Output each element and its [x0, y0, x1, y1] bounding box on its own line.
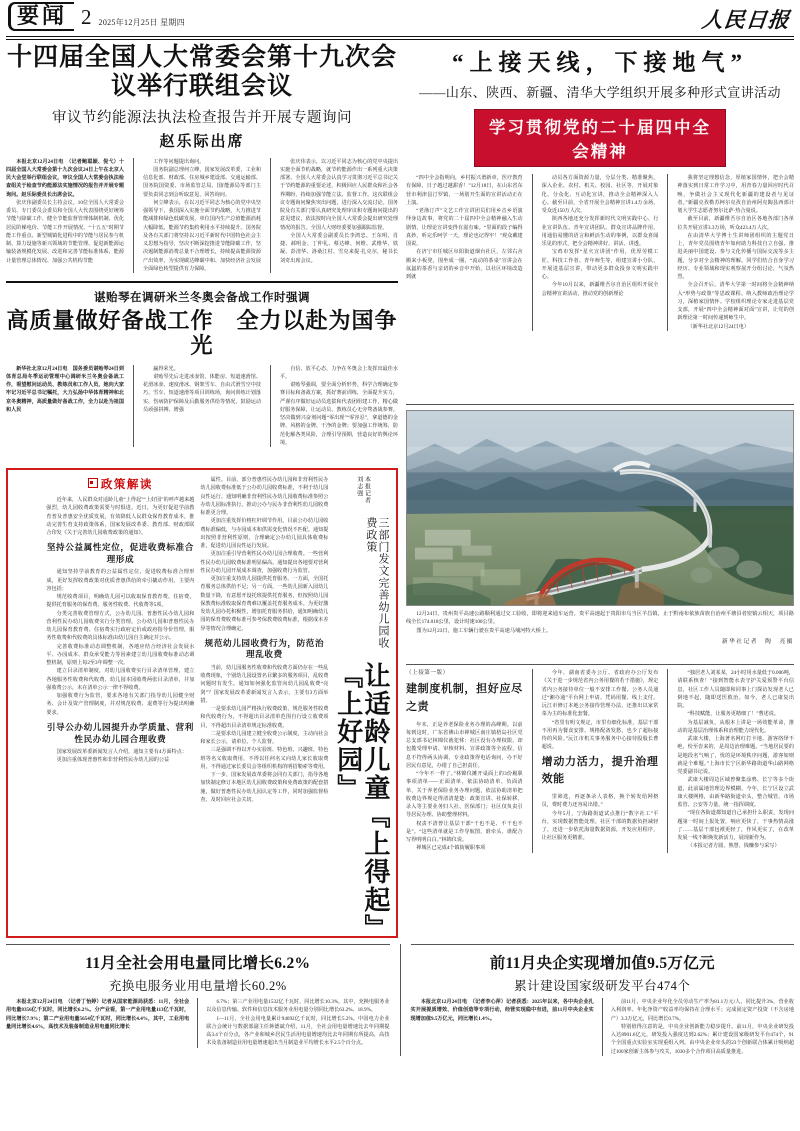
paragraph: 工作等问题提出询问。 [153, 158, 205, 165]
paragraph: 赢得荣光。 [153, 365, 179, 372]
paragraph: 属性。目前，部分普惠性民办幼儿园和非营利性民办幼儿园收费标准低于公办幼儿园收费标准，不利于幼儿园良性运行。通知明确非营利性民办幼儿园收费标准参照公办幼儿园标准执行，推动公办与民办非营利性幼儿园收费标准更合理。 [200, 477, 329, 516]
column-divider [197, 998, 198, 1048]
paragraph: 新华社北京12月24日电 国务委员谌贻琴24日到体育总局冬季运动管理中心调研米兰冬奥会备战工作，看望慰问运动员、教练员和工作人员，她向大家牢记习近平总书记嘱托，大力弘扬中华体育精神和北京冬奥精神，高质量做好备战工作，全力以赴为祖国和人民 [6, 365, 124, 413]
paragraph: 更加注重支持幼儿园提供托育服务。一方面，全国托育服务总体供给不足；另一方面，一些幼儿园新入园幼儿数量下降，有意愿开设托班提供托育服务，但按照幼儿园保教费标准收取保育费难以覆盖托育服务成本。为更好激发幼儿园办托积极性，增加托育服务供给，通知明确幼儿园的保育费收费标准可参考保教费收费标准，根据成本差异等情况合理确定。 [200, 576, 329, 632]
policy-section-label-text: 政策解读 [100, 479, 153, 491]
masthead-rule [6, 36, 794, 37]
page-number: 2 [81, 5, 92, 29]
policy-subhead-3: 规范幼儿园收费行为，防范治理乱收费 [204, 637, 325, 660]
bottom-right-headline: 前11月央企实现增加值9.5万亿元 [489, 955, 715, 972]
paragraph: 今年10月以来，新疆维吾尔自治区组织开展全会精神宣讲活动，推动党的创新理论 [541, 282, 659, 297]
continued-from-label: （上接第一版） [406, 670, 449, 676]
paragraph: 何立峰表示，在以习近平同志为核心的党中央坚强领导下，我国深入实施全面节约战略，大力推进节能减排和绿色低碳发展，单位国内生产总值能源消耗大幅降低，能源节约集约利用水平持续提升。国务院及各有关部门将坚持以习近平新时代中国特色社会主义思想为指导，坚决不断深挖推进节能降碳工作，坚决遏制能源消费总量不合理增长，持续提高能源资源产出效率，为实现碳达峰碳中和、加快经济社会发展全面绿色转型提供有力保障。 [143, 199, 261, 272]
column-divider [133, 365, 134, 448]
paragraph: 在济宁市任城区阜阳街道烟台社区，左邻右舍搬来小板凳，围坐成一圈，“流动的茶桌”宣讲会在氤氲的茶香与亲切的乡音中开始，以社区环境改造到就 [406, 249, 523, 280]
paragraph: 更加注重引导营利性民办幼儿园合理收费。一些营利性民办幼儿园收费标准明显偏高。通知提出各地要对营利性民办幼儿园开展成本调查，加强收费行为监管。 [200, 551, 329, 574]
paragraph: 权责不清曾让基层干部“干也不是、不干也不是”。“这些清单就是工作导航图，谁牵头、谁配合写得明明白白。”林锦仪说。 [406, 820, 523, 844]
paragraph: 动员各方面资源力量，分层分类、精准聚焦，深入企业、农村、机关、校园、社区等，开展对象化、分众化、互动化宣讲，推动全会精神深入人心。截至目前，全省开展全会精神宣讲1.4万余场，受众近150万人次。 [541, 175, 659, 214]
paragraph: （新华社北京12月24日电） [687, 323, 749, 330]
paragraph: 完善收费标准动态调整机制，各地应结合经济社会发展水平、办园成本、群众承受能力等因素建立幼儿园收费标准动态调整机制，原则上每2至3年调整一次。 [46, 643, 195, 667]
paragraph: 张庆伟表示，以习近平同志为核心的党中央提出实施全面节约战略，就节约能源作出一系列重大决策部署。全国人大常委会认真学习贯彻习近平总书记关于节约能源的重要论述，积极回应人民群众和社会各界期盼，持续加强节能立法、监督工作。这次联组会议专题询问聚焦突出问题，进行深入交流讨论。国务院及有关部门要认真研究处理审议和专题询问提出的意见建议，依法按时向全国人大常委会提出研究处理情况的报告。全国人大财经委要加强跟踪监督。 [280, 158, 398, 231]
photo-caption [406, 610, 794, 635]
policy-headline: 让适龄儿童『上得起』『上好园』 [333, 662, 390, 930]
column-divider [532, 174, 533, 331]
masthead-rule-secondary [6, 39, 794, 40]
paragraph: 本报北京12月24日电 （记者鲍聪颖、倪弋）十四届全国人大常委会第十九次会议24日上午在北京人民大会堂举行联组会议，审议全国人大常委会执法检查组关于检查节约能源法实施情况的报告并开展专题询问。赵乐际委员长出席会议。 [6, 158, 124, 198]
policy-interpretation-box [6, 468, 398, 938]
paper-logo: 人民日报 [700, 8, 792, 32]
paragraph: “四中全会指明向，乡村振兴谱新章，医疗教育有保障，日子越过越甜香！”12月18日，在山东省东营市利津县汀罗镇，一场别开生面的宣讲活动正在上演。 [406, 175, 523, 206]
paragraph: 年末，正是养老保险业务办理的高峰期。以前每到这时，广东省佛山市禅城区南庄镇梧岛社区党总支部书记林锦仪就犯怵：社区没有办理权限，却包揽受理申请、审核材料、宣讲政策等全流程，信息不符得两头协调、专业政策得电话询问，办不好居民有意见，办错了自己担责任。 [406, 721, 523, 769]
continued-subhead-1: 建制度机制，担好应尽之责 [406, 683, 523, 713]
policy-byline: 本报记者 刘志强 [355, 476, 370, 512]
paragraph: 1—11月，全社会用电量累计94692亿千瓦时，同比增长5.2%。中国电力企业联合会统计与数据部副主任蒋德斌介绍，11月，全社会用电量增速比去年同期提高3.4个百分点，各产业和城乡居民生活用电量增速均比去年同期有所提高，高技术及装备制造业用电量增速超出当月制造业平均增长水平2.5个百分点。 [206, 1015, 390, 1047]
lead-body [6, 158, 398, 274]
policy-col-1-text [46, 496, 194, 765]
paragraph: 在由清华大学博士生讲师团组织的主题党日上，青年党员围绕青年如何助力科技自立自强、推进美丽中国建设、参与文化传播与国际交流等多主题，分享对全会精神的理解。同学们结合自身学习经历、专业领域和现实观察展开分组讨论，气氛热烈。 [677, 232, 795, 280]
bottom-left-col-2 [206, 998, 389, 1048]
column-divider [667, 669, 668, 853]
story-two-body [6, 365, 398, 448]
lead-col-2 [143, 158, 261, 274]
policy-kicker: 三部门发文完善幼儿园收费政策 [364, 516, 389, 649]
paragraph: 我将坚定理想信念，厚植家国情怀，把全会精神落实到日常工作学习中，用青春力量回应时代召唤，争做社会主义现代化新疆的建设者与见证者。”新疆克孜勒苏柯尔克孜自治州阿克陶县西部计划大学生志愿者努尔比萨·热合曼说。 [677, 175, 795, 214]
paragraph: 更加注重体现普惠性和非营利性民办幼儿园的公益 [56, 757, 170, 764]
bottom-left-subheadline: 充换电服务业用电量增长60.2% [108, 979, 287, 993]
paragraph: 宝鸡市发挥“星火宣讲团”作用，优厚劳模工匠、科技工作者、青年师生等，组建宣讲小分队，开展进基层宣讲，带动更多群众投身文明实践中心。 [541, 249, 659, 280]
story-two-kicker: 谌贻琴在调研米兰冬奥会备战工作时强调 [94, 292, 310, 304]
story-two-col-3 [280, 365, 398, 448]
lead-story [6, 44, 398, 273]
paragraph: “独居老人刘某某，24小时用水量低于0.006吨，请联系核查！”接到智能水表守护关爱预警平台信息，社区工作人员随即和同事上门探访发现老人已倒地不起，随即送医救治。如今，老人已康复出院。 [677, 670, 795, 709]
paragraph: 为基层减负，从根本上讲是一场效能革命，推动的是基层治理体系和治理能力现代化。 [677, 719, 795, 734]
column-divider [602, 998, 603, 1056]
bottom-right-col-2 [611, 998, 794, 1056]
paragraph: 分类完善收费管理方式，公办幼儿园、普惠性民办幼儿园和营利性民办幼儿园收费实行分类管理。公办幼儿园和普惠性民办幼儿园保育教育费、住宿费实行政府定价或政府指导价管理，服务性收费和代收费的具体标准由幼儿园自主确定并公示。 [46, 610, 195, 642]
photo-credit: 新华社记者 陶 亮摄 [722, 638, 794, 645]
paragraph: “科技赋能，让服务更精细了！”曹述说。 [687, 711, 780, 718]
column-divider [133, 158, 134, 274]
paragraph: 一是要求幼儿园严格执行收费政策，规范服务性收费和代收费行为，不得超出目录清单范围自行设立收费项目，不得超出目录清单规定标准收费。 [200, 706, 329, 729]
policy-col-2 [200, 476, 328, 930]
bottom-left-headline: 11月全社会用电量同比增长6.2% [85, 955, 311, 972]
paragraph: 全会召开后，清华大学第一时间将全会精神纳入“形势与政策”等思政课程、纳入教师政治理论学习，深植家国情怀。学校组织理论专家走进基层党支部，开展“四中全会精神面对面”宣讲，让党的创新理论第一时间传递到师生中。 [677, 282, 795, 322]
column-divider [270, 365, 271, 448]
paragraph: 通知坚持学前教育的公益属性定位，促进收费标准合理形成，更好发挥收费政策对优质普惠供给的牵引撬动作用。主要内容包括： [46, 569, 195, 592]
section-name: 要闻 [17, 3, 68, 28]
section-badge [8, 2, 74, 31]
paragraph: “现在各街道都知道自己承担什么职责，发现问题第一时间上报处置，响应更快了，干事热情高涨了……基层干部包袱更轻了，作风更实了，在改革发展一线不断焕发新活力，展现新作为。 [677, 810, 795, 841]
paragraph: 今年5月，宁海路街道试点推行“数字社工”平台，实现数据智能处理。社区干部的数据负担减轻了，还进一步依托海量数据资源，开发应用程序，让社区服务更精准。 [541, 810, 659, 842]
bottom-story-right [411, 944, 795, 1056]
paragraph: 近年来，人民群众对适龄儿童“上得起”“上好园”的呼声越来越强烈，幼儿园收费政策需要与时俱进。近日，为更好促进学前教育普及普惠安全优质发展，有效降低人民群众保育教育成本，推动完善生育支持政策体系，国家发展改革委、教育部、财政部联合印发《关于完善幼儿园收费政策的通知》。 [46, 497, 195, 536]
paragraph: “今年不一样了。”林锦仪摊开桌面上的3份履职事项清单——正面清单、依法协助清单、负面清单，关于养老保险业务办理问题，依法协助清单把收费边界规定得清清楚楚：政策宣讲、社保转移、录入等主要业务归人社、医保部门；社区仅负责引导居民办理、协助整理材料。 [406, 771, 523, 819]
right-subheadline: ——山东、陕西、新疆、清华大学组织开展多种形式宣讲活动 [419, 85, 781, 100]
policy-marker-icon [88, 478, 98, 488]
right-col-1 [406, 174, 523, 331]
story-two-col-2 [143, 365, 261, 448]
story-two [6, 289, 398, 447]
policy-subhead-1: 坚持公益属性定位，促进收费标准合理形成 [46, 542, 194, 564]
bottom-left-body [6, 998, 390, 1048]
continued-col-1 [406, 669, 523, 853]
paragraph: 二是要求幼儿园建立健全收费公示制度，主动向社会和家长公示，请单位、个人监督。 [200, 730, 329, 746]
masthead-left [8, 2, 185, 31]
paragraph: 6.7%；第三产业用电量1532亿千瓦时，同比增长10.3%，其中，充换电服务业以及信息传输、软件和信息技术服务业用电量分别同比增长63.2%、18.9%。 [206, 999, 390, 1014]
column-divider [270, 158, 271, 274]
paragraph: “省里有明文规定，市里有细化标准，基层干部不用再为餐食安排、规格配备发愁，也少了超标接待的风险。”沅江市机关事务服务中心接待股股长曹超说。 [541, 719, 659, 751]
story-divider [6, 281, 398, 283]
paragraph: 今年，湖南省委办公厅、省政府办公厅发布《关于进一步规范省内公务用餐的若干措施》，规定省内公务接待单位一般不安排工作餐，公务人员通过“湘办通”平台网上申请、凭码用餐、线上支付。沅江市修订本地公务接待管理办法，还推出以家常菜为主的标准化套餐。 [541, 670, 659, 718]
column-divider [667, 174, 668, 331]
paragraph: 陕西各地还充分发挥新时代文明实践中心、行业宣讲队伍、青年宣讲团队、群众宣讲品牌作用，用通俗易懂的语言和鲜活生动的事例，以群众喜闻乐见的形式，把全会精神讲好、讲活、讲透。 [541, 216, 659, 247]
bottom-left-rule [6, 944, 390, 945]
bottom-right-rule [411, 944, 795, 945]
photo-block [406, 404, 794, 645]
paragraph: 截至目前，新疆维吾尔自治区各地各部门各单位共开展宣讲3.3万场，听众423.4万人次。 [677, 216, 795, 231]
continued-top-rule [406, 664, 794, 665]
column-divider [532, 669, 533, 853]
theme-banner: 学习贯彻党的二十届四中全会精神 [474, 109, 726, 167]
paragraph: 全国人大常委会副委员长李鸿忠、王东明、肖捷、郝明金、丁仲礼、蔡达峰、何维、武维华、铁凝、彭清华、洛桑江村、雪克来提·扎克尔，秘书长刘奇出席会议。 [280, 232, 398, 264]
paragraph: 谌贻琴强调，要全面分析形势，科学合理确定参赛目标和备战方案，抓好赛前训练，全面提升实力，严谨有序做好运动员选拔和代表团组建工作，精心做好服务保障，让运动员、教练员心无旁骛备战参赛。坚决做到兴奋剂问题“零出现”“零容忍”，拿道德的金牌、风格的金牌、干净的金牌；要加强工作统筹，防范化解各类风险，合理引导预期，营造良好的舆论环境。 [280, 382, 398, 446]
lead-subheadline-2: 赵乐际出席 [159, 133, 245, 150]
right-pane [406, 44, 794, 331]
lead-headline: 十四届全国人大常委会第十九次会议举行联组会议 [6, 44, 397, 100]
bottom-right-body [411, 998, 795, 1056]
bottom-stories [6, 944, 794, 1056]
paragraph: 禅城区已完成4个镇街履职事项 [416, 845, 486, 852]
policy-subhead-2: 引导公办幼儿园提升办学质量、营利性民办幼儿园合理收费 [46, 721, 194, 744]
paragraph: 本报北京12月24日电 （记者李心萍）记者获悉：2025年以来，各中央企业扎实开展提质增效、价值创造等专项行动，经营实现稳中有进，前11月中央企业实现增加值9.5万亿元，同比增长1.4%。 [410, 999, 594, 1022]
story-two-headline: 高质量做好备战工作 全力以赴为国争光 [6, 308, 398, 359]
paragraph: 前11月，中央企业年化全员劳动生产率为81.1万元/人，同比提升3%，营业收入利润率、年化净资产收益率均保持在合理水平；完成固定资产投资（不含房地产）3.3万亿元，同比增长0.7%。 [610, 999, 794, 1022]
paragraph: 三是强调不得以开办实验班、特色班、兴趣班、特色班等名义收取费用，不得以任何名义向幼儿家长收取费用，不得通过家长委员会等组织机构的明招勒索等费用。 [200, 747, 329, 770]
continued-col-2 [542, 669, 659, 853]
bottom-right-col-1 [411, 998, 594, 1056]
paragraph: 更加注重发挥价格杠杆调节作用。目前公办幼儿园收费标准偏低，与办园成本和供需变化情况不匹配。通知提出按照非营利性原则，合理确定公办幼儿园具体收费标准，促进幼儿园良性运行发展。 [200, 518, 329, 549]
bottom-right-subheadline: 累计建设国家级研发平台474个 [514, 979, 691, 993]
continued-body [406, 669, 794, 853]
paragraph: 规范收费项目，明确幼儿园可以收取保育教育费、住宿费、提供托育服务的保育费、服务性收费、代收费等5项。 [46, 594, 195, 609]
lead-subheadline: 审议节约能源法执法检查报告并开展专题询问 [52, 109, 352, 126]
policy-vertical-title-block [334, 476, 389, 930]
paragraph: 张庆伟副委员长主持会议。10位全国人大常委会委员、专门委员会委员和全国人大代表围绕更好统筹节能与降碳工作、健全节能监督管理体制机制、优化居民阶梯电价、节能工作开展情况、“十五五”时期节能工作重点、新型城镇化进程中的节能与居民参与机制、算力设施等新兴领域的节能管理、促进新能源运输装备规模化发展、改进和完善节能标准体系、能源计量管理总体情况、加强公共机构节能 [6, 199, 124, 264]
bottom-stories-divider [400, 944, 401, 1056]
paragraph: 自信、放平心态，力争在冬奥会上发挥出最佳水平。 [280, 365, 398, 380]
paragraph: 建立目录清单制度，对幼儿园收费实行目录清单管理，建立各地服务性收费和代收费、幼儿园本园收费两张目录清单，并加强收费公示，未在清单公示一律不得收费。 [46, 668, 195, 691]
continued-col-3 [677, 669, 794, 853]
paragraph: 下一步，国家发展改革委将会同有关部门，指导各地加快制定修订本地区幼儿园收费政策和免费政策的配套措施，做好普惠性民办幼儿园认定等工作，同时加强监督检查，及时回应社会关切。 [200, 772, 329, 803]
publication-date: 2025年12月25日 星期四 [98, 18, 186, 27]
paragraph: “老渔汀声”文艺工作宣讲团员们用乡音乡语演绎身边故事，将党的二十届四中全会精神融入生动剧情，让理论宣讲变得有滋有味。“里面的段子编得真妙，听完乐呵学一天，理论也记得牢！”观众戴建国说。 [406, 208, 523, 247]
paragraph: 国务院副总理何立峰，国家发展改革委、工业和信息化部、财政部、住房城乡建设部、交通运输部、国务院国资委、市场监管总局、国ľ能源局等部门主要负责同志到会听取意见、回答询问。 [143, 166, 261, 198]
right-headline: “上接天线，下接地气” [452, 50, 748, 75]
paragraph: 武康大楼，上海著名网红打卡地。游客络绎不绝，纷至沓来的，是周边治理难题。“当地居民要的是地段名气响了，忧的是环境秩序问题，游客如则就是个难题。”上海市长宁区新华路街道华山路网格党委副书记说。 [677, 736, 795, 775]
paragraph: 里筛选，再逐条录人表格，换个转发给网格员，费时费力还容易出错。” [541, 794, 659, 809]
paragraph: 谌贻琴先后走进冰壶馆、体能房、短道速滑馆、花滑冰壶、速度滑冰、钢架雪车、自由式滑雪空中技巧、雪车、短道速滑等项目训练场，询问训练计划落实、伤病防护保障及后勤服务供给等情况，鼓励运动员顽强拼搏、增强 [143, 373, 261, 413]
lead-col-3 [280, 158, 398, 274]
lead-col-1 [6, 158, 124, 274]
bottom-story-left [6, 944, 390, 1056]
right-body [406, 174, 794, 331]
right-col-3 [677, 174, 794, 331]
policy-col-1 [46, 476, 194, 930]
photo-top-rule [406, 404, 794, 405]
paragraph: 当前，幼儿园服务性收费和代收费方面仍存在一些乱收费现象，个别幼儿园设置名目繁多的服务项目，乱收费问题时有发生。通知如何强化监管向幼儿园乱收费“亮剑”？国家发展改革委新闻发言人表示，主要有3方面举措。 [200, 664, 329, 704]
masthead [0, 0, 800, 40]
left-pane [6, 44, 398, 447]
paragraph: 本报北京12月24日电 （记者丁怡婷）记者从国家能源局获悉：11月，全社会用电量8356亿千瓦时，同比增长6.2%。分产业看，第一产业用电量113亿千瓦时，同比增长7.9%；第二产业用电量5654亿千瓦时，同比增长4.4%，其中，工业用电量同比增长4.6%，高技术及装备制造业用电量同比增长 [6, 999, 190, 1030]
photo-caption-line-1: 12月24日，贵州贵平高速公路顺利通过交工验收，即将迎来通车运营。贵平高速起于贵阳市乌当区羊昌镇，止于黔南布依族苗族自治州平塘县者密镇云相天，项目路线全长174.018公里，设计时速100公里。 [406, 611, 794, 626]
paragraph: 国家发展改革委新闻发言人介绍，通知主要有4方面特点： [56, 749, 188, 756]
paragraph: 加强收费行为监管，要求各地有关部门指导幼儿园健全财务、会计及资产管理制度，并对规范收费、退费等行为提出明确要求。 [46, 693, 195, 716]
policy-section-label [46, 476, 194, 492]
story-two-col-1 [6, 365, 124, 448]
paragraph: 特别值得注意的是，中央企业创新能力稳步提升。前11月，中央企业研发投入达8901.6亿元，研发投入强度达到2.62%；累计建设国家级研发平台474个，91个全国重点实验室实现重组入列。由中央企业牵头的23个创新联合体累计吸纳超过100家创新主体参与攻关，1030多个合作项目高质量推进。 [610, 1023, 794, 1055]
continued-story [406, 664, 794, 853]
paragraph: 武康大楼周边区域曾聚集涂鸦、长宁等多个街道，此前属地管理边界模糊。今年，长宁区设立武康大楼网格，由新华路街道牵头，整合城管、市场监管、公安等力量，统一指挥调度。 [677, 777, 795, 808]
photo-caption-line-2: 图为12月23日，施工车辆行驶在贵平高速马埔河特大桥上。 [416, 627, 552, 634]
continued-subhead-2: 增动力活力，提升治理效能 [541, 755, 659, 786]
right-col-2 [542, 174, 659, 331]
bottom-left-col-1 [6, 998, 189, 1048]
highway-bridge-photo [406, 410, 794, 606]
paragraph: （本报记者方圆、熟慧、钱赚参与采写） [687, 843, 780, 850]
